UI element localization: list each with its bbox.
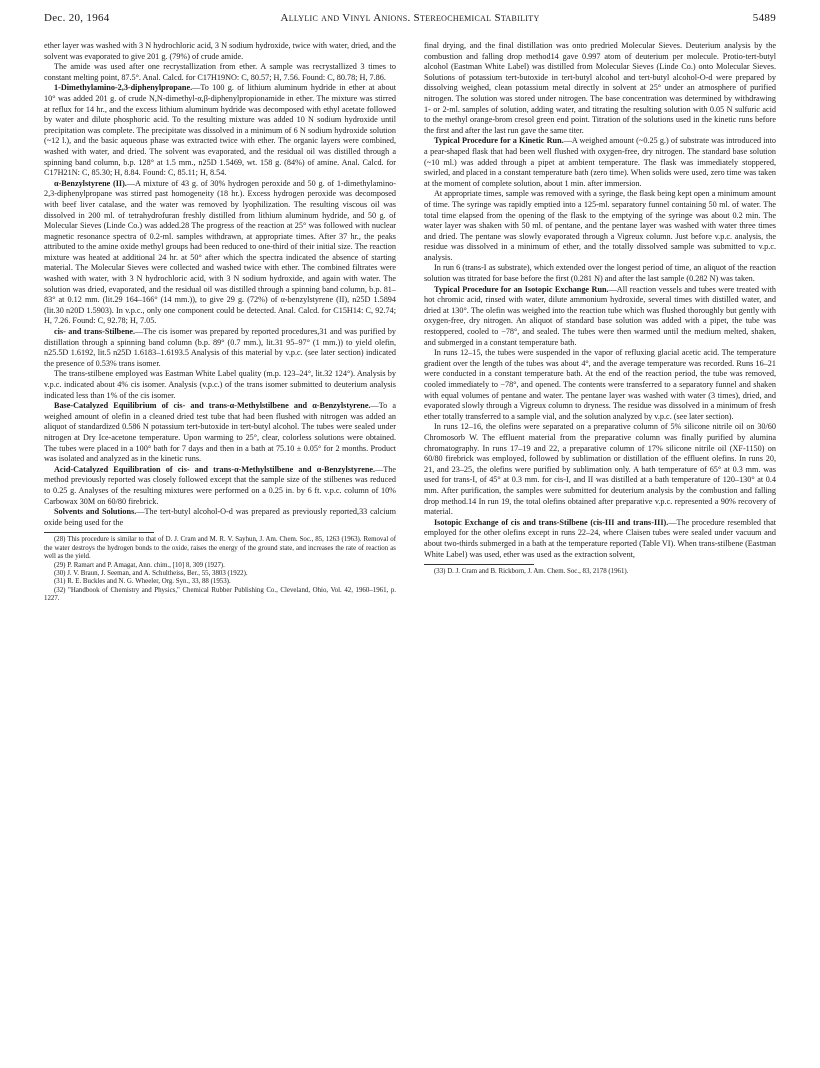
- section-heading: Base-Catalyzed Equilibrium of cis- and trans-α-Methylstilbene and α-Benzylstyrene.: [54, 401, 371, 411]
- paragraph-text: —A weighed amount (~0.25 g.) of substrate was introduced into a pear-shaped flask that had been well flushed with oxygen-free, dry nitrogen. The standard base solution (~10 ml.) was added through a pipet at ambient temperature. The flask was immediately stoppered, swirled, and placed in a constant temperature bath (zero time). When solids were used, zero time was taken at the moment of complete solution, about 1 min. after immersion.: [424, 136, 776, 188]
- footnote: (31) R. E. Buckles and N. G. Wheeler, Org. Syn., 33, 88 (1953).: [54, 578, 231, 586]
- body-paragraph: [44, 179, 396, 327]
- body-paragraph: [44, 327, 396, 369]
- paragraph-text: —The cis isomer was prepared by reported procedures,31 and was purified by distillation through a spinning band column (b.p. 89° (0.7 mm.), lit.31 95–97° (1 mm.)) to yield olefin, n25.5D 1.6192, lit.5 n25D 1.6183–1.6193.5 Analysis of this material by v.p.c. (see later section) indicated the presence of 0.53% trans isomer.: [44, 327, 396, 368]
- section-heading: Typical Procedure for an Isotopic Exchange Run.: [434, 284, 609, 294]
- paragraph-text: In runs 12–15, the tubes were suspended in the vapor of refluxing glacial acetic acid. The temperature gradient over the length of the tubes was about 4°, and the average temperature was recorded. Runs 16–21 were conducted in a constant temperature bath. At the end of the reaction period, the tube was removed, cooled immediately to −78°, and opened. The contents were transferred to a separatory funnel and shaken with equal volumes of pentane and water. The pentane layer was washed with water (3 times), dried, and evaporated slowly through a Vigreux column to dryness. The residue was dissolved in a minimum of fresh ether totally transferred to a sample vial, and the solution analyzed by v.p.c. (see later section).: [424, 348, 776, 421]
- running-title: Allylic and Vinyl Anions. Stereochemical Stability: [280, 12, 540, 24]
- footnote: (30) J. V. Braun, J. Seeman, and A. Schultheiss, Ber., 55, 3803 (1922).: [54, 569, 248, 577]
- body-paragraph: [424, 263, 776, 284]
- body-paragraph: [424, 41, 776, 136]
- header-date: Dec. 20, 1964: [44, 12, 110, 24]
- footnote: (33) D. J. Cram and B. Rickborn, J. Am. Chem. Soc., 83, 2178 (1961).: [434, 568, 629, 576]
- paragraph-text: —The method previously reported was closely followed except that the sample size of the stilbenes was reduced to 0.25 g. Analyses of the resulting mixtures were performed on a 0.25 in. by 6 ft. v.p.c. column of 10% Carbowax 30M on 60/80 firebrick.: [44, 464, 396, 506]
- footnote: (28) This procedure is similar to that of D. J. Cram and M. R. V. Sayhun, J. Am. Chem. Soc., 85, 1263 (1963). Removal of the water destroys the hydrogen bonds to the oxide, raises the energy of the ground state, and increases the rate of reaction as well as the yield.: [44, 536, 396, 561]
- footnote-rule: [44, 532, 154, 533]
- body-paragraph: [44, 62, 396, 83]
- paragraph-text: In run 6 (trans-I as substrate), which extended over the longest period of time, an aliquot of the reaction solution was titrated for base before the first (0.281 N) and after the last sample (0.282 N) was taken.: [424, 263, 776, 284]
- body-paragraph: [424, 422, 776, 517]
- section-heading: Typical Procedure for a Kinetic Run.: [434, 136, 564, 146]
- footnote-rule: [424, 564, 534, 565]
- section-heading: 1-Dimethylamino-2,3-diphenylpropane.: [54, 83, 193, 93]
- paragraph-text: —To a weighed amount of olefin in a cleaned dried test tube that had been flushed with nitrogen was added an aliquot of standardized 0.586 N potassium tert-butoxide in tert-butyl alcohol. The tubes were sealed under nitrogen at Dry Ice-acetone temperature. Upon warming to 25°, clear, colorless solutions were obtained. The tubes were placed in a 100° bath for 7 days and then in a bath at 75.10 ± 0.05° for 2 months. Product was isolated and analyzed as in the kinetic runs.: [44, 401, 396, 464]
- footnote: (29) P. Ramart and P. Amagat, Ann. chim., [10] 8, 309 (1927).: [54, 561, 225, 569]
- left-column: [44, 41, 396, 604]
- body-paragraph: [424, 285, 776, 349]
- body-paragraph: [44, 41, 396, 62]
- paragraph-text: —All reaction vessels and tubes were treated with hot chromic acid, rinsed with water, dilute ammonium hydroxide, several times with distilled water, and dried at 130°. The olefin was weighed into the reaction tube which was flushed thoroughly but gently with oxygen-free, dry nitrogen. An aliquot of standard base solution was added with a pipet, the tube was restoppered, cooled to −78°, and sealed. The tubes were then warmed until the medium melted, shaken, and submerged in a constant temperature bath.: [424, 284, 776, 347]
- section-heading: Isotopic Exchange of cis and trans-Stilbene (cis-III and trans-III).: [434, 517, 669, 527]
- section-heading: α-Benzylstyrene (II).: [54, 178, 127, 188]
- paragraph-text: —The tert-butyl alcohol-O-d was prepared as previously reported,33 calcium oxide being used for the: [44, 507, 396, 527]
- body-paragraph: [44, 465, 396, 507]
- body-paragraph: [424, 518, 776, 560]
- body-paragraph: [44, 507, 396, 528]
- page-header: [44, 12, 776, 28]
- body-paragraph: [424, 348, 776, 422]
- footnote: (32) "Handbook of Chemistry and Physics," Chemical Rubber Publishing Co., Cleveland, Ohio, Vol. 42, 1960–1961, p. 1227.: [44, 586, 396, 603]
- section-heading: Solvents and Solutions.: [54, 507, 137, 517]
- paragraph-text: At appropriate times, sample was removed with a syringe, the flask being kept open a minimum amount of time. The syringe was rapidly emptied into a 125-ml. separatory funnel containing 50 ml. of water. The total time elapsed from the opening of the flask to the emptying of the syringe was about 0.2 min. The water layer was shaken with 50 ml. of pentane, and the pentane layer was washed with water three times and dried. The pentane was slowly evaporated through a Vigreux column. Just before v.p.c. analysis, the residue was dissolved in a minimum of ether, and the totally dissolved sample was submitted to v.p.c. analysis.: [424, 189, 776, 262]
- section-heading: Acid-Catalyzed Equilibration of cis- and trans-α-Methylstilbene and α-Benzylstyrene.: [54, 464, 376, 474]
- paragraph-text: The amide was used after one recrystallization from ether. A sample was recrystallized 3 times to constant melting point, 87.5°. Anal. Calcd. for C17H19NO: C, 80.57; H, 7.56. Found: C, 80.78; H, 7.86.: [44, 62, 396, 82]
- paragraph-text: final drying, and the final distillation was onto predried Molecular Sieves. Deuterium analysis by the combustion and falling drop method14 gave 0.997 atom of deuterium per molecule. Protio-tert-butyl alcohol (Eastman White Label) was distilled from Molecular Sieves (Linde Co.) onto Molecular Sieves. Solutions of potassium tert-butoxide in tert-butyl alcohol and tert-butyl alcohol-O-d were prepared by dissolving weighed, clean potassium metal directly in solvent at 25° under an atmosphere of purified nitrogen. The solution was stored under nitrogen. The base concentration was determined by withdrawing 1- or 2-ml. samples of solution, adding water, and titrating the resulting solution with 0.05 N sulfuric acid to the methyl orange-brom cresol green end point. Titration of the solutions used in the kinetic runs before the first and after the last run gave the same titer.: [424, 41, 776, 135]
- paragraph-text: ether layer was washed with 3 N hydrochloric acid, 3 N sodium hydroxide, twice with water, dried, and the solvent was evaporated to give 201 g. (79%) of crude amide.: [44, 41, 396, 61]
- body-paragraph: [44, 369, 396, 401]
- body-paragraph: [44, 83, 396, 178]
- paragraph-text: —The procedure resembled that employed for the other olefins except in runs 22–24, where Claisen tubes were sealed under vacuum and about two-thirds submerged in a bath at the temperature reported (Table VI). When trans-stilbene (Eastman White Label) was used, ether was used as the extraction solvent,: [424, 517, 776, 559]
- body-paragraph: [424, 189, 776, 263]
- section-heading: cis- and trans-Stilbene.: [54, 327, 136, 337]
- paragraph-text: —A mixture of 43 g. of 30% hydrogen peroxide and 50 g. of 1-dimethylamino-2,3-diphenylpropane was stirred past homogeneity (18 hr.). Excess hydrogen peroxide was decomposed with beef liver catalase, and the water was removed by lyophilization. The resulting viscous oil was dissolved in 200 ml. of tetrahydrofuran freshly distilled from lithium aluminum hydride, and 50 g. of Molecular Sieves (Linde Co.) was added.28 The progress of the reaction at 25° was followed with nuclear magnetic resonance spectra of 0.2-ml. samples withdrawn, at appropriate times. After 37 hr., the peaks attributed to the amine oxide methyl groups had been reduced to one-third of their initial size. The reaction mixture was heated at additional 24 hr. at 50° after which the spectra indicated the absence of starting material. The Molecular Sieves were collected and washed twice with ether. The combined filtrates were washed with water, with 3 N hydrochloric acid, with 3 N sodium hydroxide, and again with water. The solution was dried, evaporated, and the residual oil was distilled through a spinning band column, b.p. 81–83° at 0.12 mm. (lit.29 164–166° (14 mm.)), to give 29 g. (72%) of α-benzylstyrene (II), n25D 1.5894 (lit.30 n20D 1.5903). In v.p.c., only one component could be detected. Anal. Calcd. for C15H14: C, 92.74; H, 7.26. Found: C, 92.78; H, 7.05.: [44, 178, 396, 326]
- right-column: [424, 41, 776, 577]
- body-paragraph: [424, 136, 776, 189]
- paragraph-text: —To 100 g. of lithium aluminum hydride in ether at about 10° was added 201 g. of crude N,N-dimethyl-α,β-diphenylpropionamide in ether. The mixture was stirred at reflux for 14 hr., and the excess lithium aluminum hydride was decomposed with ethyl acetate followed by water and dilute phosphoric acid. To the resulting mixture was added 10 N sodium hydroxide until precipitation was complete. The precipitate was dissolved in a minimum of 6 N sodium hydroxide solution (~12 l.), and the basic aqueous phase was extracted twice with ether. The organic layers were combined, washed with water, and dried. The solvent was evaporated, and the residual oil was distilled through a spinning band column, b.p. 128° at 1.5 mm., n25D 1.5469, wt. 158 g. (84%) of amine. Anal. Calcd. for C17H21N: C, 85.30; H, 8.84. Found: C, 85.11; H, 8.54.: [44, 83, 396, 178]
- page-number: 5489: [752, 12, 776, 24]
- body-paragraph: [44, 401, 396, 465]
- paragraph-text: In runs 12–16, the olefins were separated on a preparative column of 5% silicone nitrile oil on 30/60 Chromosorb W. The effluent material from the preparative column was finally purified by alumina chromatography. In runs 17–19 and 22, a preparative column of 17% silicone nitrile oil (XF-1150) on 60/80 firebrick was employed, followed by sublimation or distillation of the effluent olefins. In runs 20, 21, and 23–25, the olefins were purified by sublimation only. A bath temperature of 65° at 0.3 mm. was used for trans-I, of 45° at 0.3 mm. for cis-I, and II was distilled at a bath temperature of 120–130° at 0.4 mm. After purification, the samples were submitted for deuterium analysis by the combustion and falling drop method.14 In run 19, the total olefins obtained after preparative v.p.c. represented a 90% recovery of material.: [424, 422, 776, 517]
- paragraph-text: The trans-stilbene employed was Eastman White Label quality (m.p. 123–24°, lit.32 124°). Analysis by v.p.c. indicated about 4% cis isomer. Analysis (v.p.c.) of the trans isomer submitted to deuterium analysis indicated less than 1% of the cis isomer.: [44, 369, 396, 400]
